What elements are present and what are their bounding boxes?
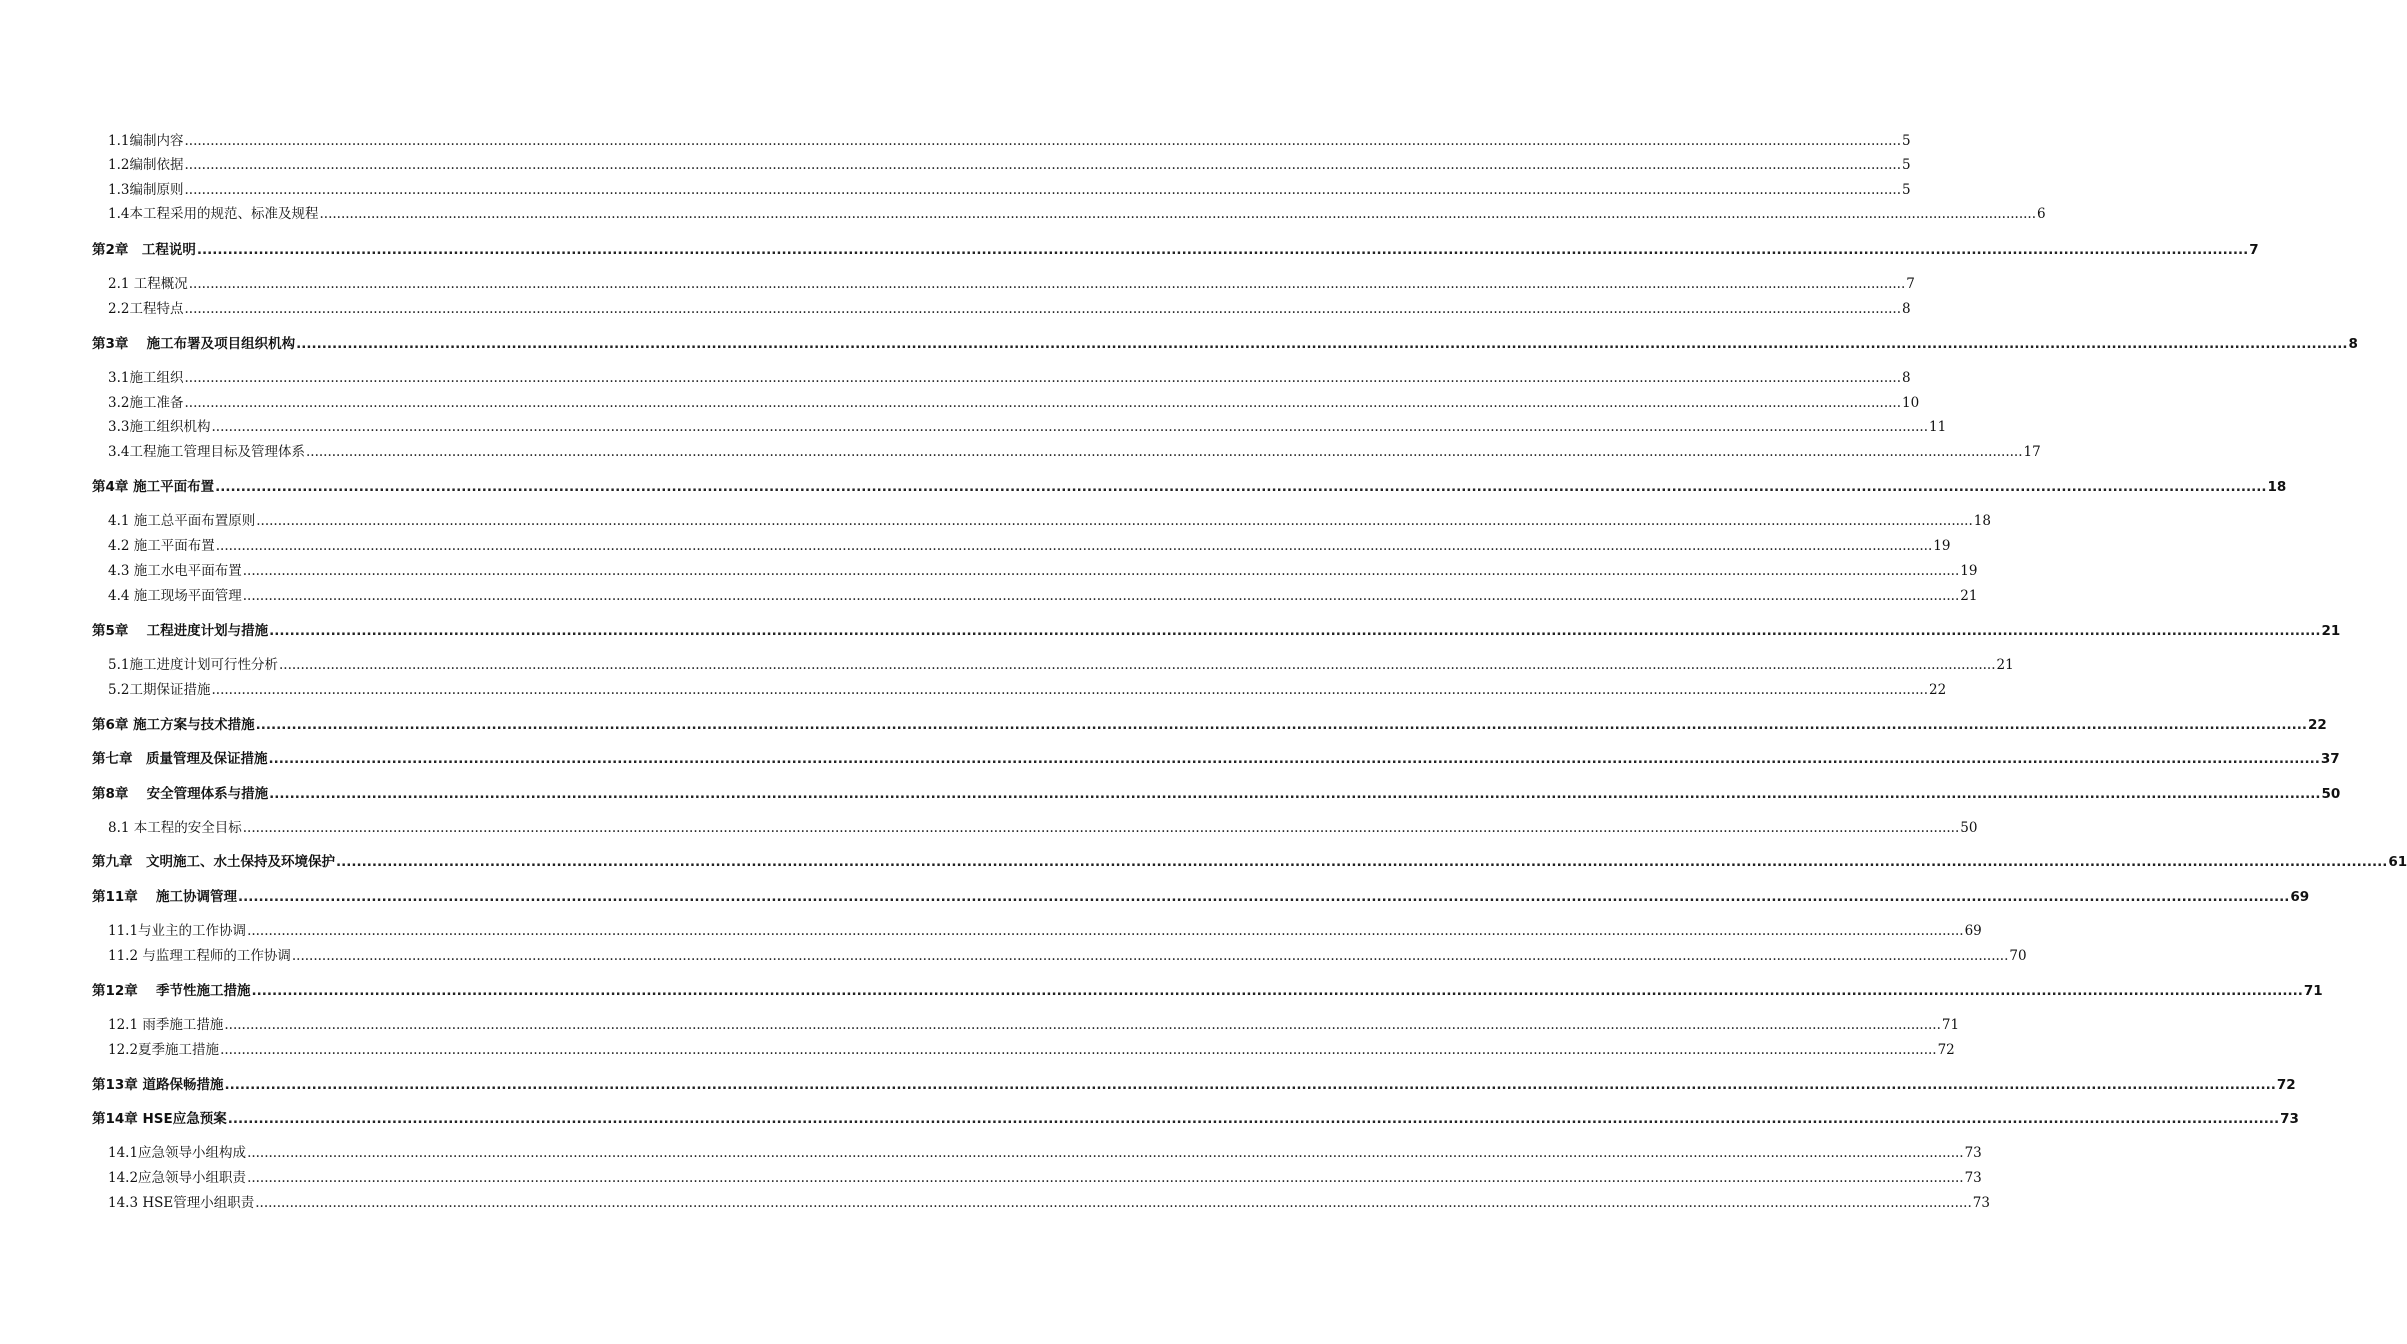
toc-entry-page: 8 bbox=[1902, 301, 1911, 317]
toc-leader-dots: ................................................................................................................................................................................................................................................................................................................................................................................................................ bbox=[211, 682, 1928, 698]
toc-leader-dots: ................................................................................................................................................................................................................................................................................................................................................................................................................ bbox=[336, 854, 2388, 870]
toc-leader-dots: ................................................................................................................................................................................................................................................................................................................................................................................................................ bbox=[247, 1145, 1964, 1161]
toc-entry[interactable] bbox=[108, 653, 2014, 673]
toc-chapter-entry[interactable] bbox=[92, 332, 2358, 352]
toc-leader-dots: ................................................................................................................................................................................................................................................................................................................................................................................................................ bbox=[242, 588, 1960, 604]
toc-leader-dots: ................................................................................................................................................................................................................................................................................................................................................................................................................ bbox=[251, 983, 2303, 999]
toc-entry-title: 1.2编制依据 bbox=[108, 157, 184, 173]
toc-entry-page: 19 bbox=[1960, 563, 1978, 579]
toc-entry-title: 第4章 施工平面布置 bbox=[92, 479, 215, 495]
toc-leader-dots: ................................................................................................................................................................................................................................................................................................................................................................................................................ bbox=[278, 657, 1996, 673]
toc-chapter-entry[interactable] bbox=[92, 713, 2327, 733]
toc-chapter-entry[interactable] bbox=[92, 782, 2341, 802]
toc-entry-title: 8.1 本工程的安全目标 bbox=[108, 820, 242, 836]
toc-leader-dots: ................................................................................................................................................................................................................................................................................................................................................................................................................ bbox=[242, 563, 1960, 579]
toc-entry[interactable] bbox=[108, 509, 1991, 529]
toc-entry[interactable] bbox=[108, 202, 2046, 222]
toc-leader-dots: ................................................................................................................................................................................................................................................................................................................................................................................................................ bbox=[184, 370, 1901, 386]
toc-leader-dots: ................................................................................................................................................................................................................................................................................................................................................................................................................ bbox=[268, 751, 2320, 767]
toc-entry[interactable] bbox=[108, 153, 1911, 173]
toc-chapter-entry[interactable] bbox=[92, 238, 2259, 258]
toc-entry-title: 第13章 道路保畅措施 bbox=[92, 1077, 224, 1093]
toc-entry-title: 12.1 雨季施工措施 bbox=[108, 1017, 224, 1033]
toc-entry-title: 1.1编制内容 bbox=[108, 133, 184, 149]
toc-entry-title: 第11章 施工协调管理 bbox=[92, 889, 237, 905]
toc-leader-dots: ................................................................................................................................................................................................................................................................................................................................................................................................................ bbox=[220, 1042, 1937, 1058]
toc-entry-title: 3.3施工组织机构 bbox=[108, 419, 211, 435]
toc-entry-page: 7 bbox=[1906, 276, 1915, 292]
toc-entry[interactable] bbox=[108, 178, 1911, 198]
toc-entry-page: 7 bbox=[2249, 242, 2259, 258]
toc-leader-dots: ................................................................................................................................................................................................................................................................................................................................................................................................................ bbox=[247, 1170, 1964, 1186]
toc-entry[interactable] bbox=[108, 678, 1947, 698]
toc-leader-dots: ................................................................................................................................................................................................................................................................................................................................................................................................................ bbox=[255, 717, 2307, 733]
toc-chapter-entry[interactable] bbox=[92, 979, 2323, 999]
toc-entry[interactable] bbox=[108, 391, 1920, 411]
toc-entry-page: 69 bbox=[1964, 923, 1982, 939]
toc-entry-title: 第6章 施工方案与技术措施 bbox=[92, 717, 255, 733]
toc-leader-dots: ................................................................................................................................................................................................................................................................................................................................................................................................................ bbox=[269, 623, 2321, 639]
toc-chapter-entry[interactable] bbox=[92, 885, 2310, 905]
toc-entry-page: 19 bbox=[1933, 538, 1951, 554]
toc-leader-dots: ................................................................................................................................................................................................................................................................................................................................................................................................................ bbox=[184, 395, 1901, 411]
toc-entry[interactable] bbox=[108, 1038, 1955, 1058]
toc-entry-title: 2.1 工程概况 bbox=[108, 276, 188, 292]
toc-entry[interactable] bbox=[108, 584, 1978, 604]
toc-leader-dots: ................................................................................................................................................................................................................................................................................................................................................................................................................ bbox=[242, 820, 1960, 836]
toc-entry-page: 21 bbox=[1996, 657, 2014, 673]
toc-entry[interactable] bbox=[108, 1191, 1990, 1211]
toc-entry-page: 5 bbox=[1902, 182, 1911, 198]
toc-entry-page: 61 bbox=[2388, 854, 2407, 870]
toc-entry-title: 5.1施工进度计划可行性分析 bbox=[108, 657, 278, 673]
toc-leader-dots: ................................................................................................................................................................................................................................................................................................................................................................................................................ bbox=[238, 889, 2290, 905]
toc-entry[interactable] bbox=[108, 1013, 1960, 1033]
toc-entry-page: 22 bbox=[1929, 682, 1947, 698]
toc-entry-title: 第5章 工程进度计划与措施 bbox=[92, 623, 269, 639]
toc-chapter-entry[interactable] bbox=[92, 619, 2341, 639]
toc-leader-dots: ................................................................................................................................................................................................................................................................................................................................................................................................................ bbox=[184, 301, 1901, 317]
toc-chapter-entry[interactable] bbox=[92, 747, 2340, 767]
toc-leader-dots: ................................................................................................................................................................................................................................................................................................................................................................................................................ bbox=[256, 513, 1973, 529]
toc-leader-dots: ................................................................................................................................................................................................................................................................................................................................................................................................................ bbox=[215, 538, 1933, 554]
toc-entry-title: 3.2施工准备 bbox=[108, 395, 184, 411]
toc-entry-title: 4.1 施工总平面布置原则 bbox=[108, 513, 256, 529]
toc-entry[interactable] bbox=[108, 366, 1911, 386]
toc-leader-dots: ................................................................................................................................................................................................................................................................................................................................................................................................................ bbox=[247, 923, 1964, 939]
toc-entry-page: 71 bbox=[2303, 983, 2323, 999]
toc-leader-dots: ................................................................................................................................................................................................................................................................................................................................................................................................................ bbox=[196, 242, 2249, 258]
toc-entry[interactable] bbox=[108, 816, 1978, 836]
toc-entry-title: 4.3 施工水电平面布置 bbox=[108, 563, 242, 579]
toc-entry-title: 1.3编制原则 bbox=[108, 182, 184, 198]
toc-entry-title: 第3章 施工布署及项目组织机构 bbox=[92, 336, 296, 352]
toc-entry-page: 73 bbox=[2280, 1111, 2299, 1127]
toc-leader-dots: ................................................................................................................................................................................................................................................................................................................................................................................................................ bbox=[255, 1195, 1972, 1211]
toc-entry-title: 12.2夏季施工措施 bbox=[108, 1042, 220, 1058]
toc-leader-dots: ................................................................................................................................................................................................................................................................................................................................................................................................................ bbox=[188, 276, 1906, 292]
toc-chapter-entry[interactable] bbox=[92, 1073, 2296, 1093]
toc-entry[interactable] bbox=[108, 440, 2041, 460]
toc-entry-title: 3.4工程施工管理目标及管理体系 bbox=[108, 444, 305, 460]
toc-entry-title: 2.2工程特点 bbox=[108, 301, 184, 317]
toc-entry-page: 73 bbox=[1964, 1170, 1982, 1186]
toc-entry-page: 18 bbox=[2267, 479, 2287, 495]
toc-leader-dots: ................................................................................................................................................................................................................................................................................................................................................................................................................ bbox=[319, 206, 2036, 222]
toc-entry[interactable] bbox=[108, 415, 1947, 435]
toc-entry-page: 8 bbox=[1902, 370, 1911, 386]
toc-entry-title: 11.2 与监理工程师的工作协调 bbox=[108, 948, 291, 964]
toc-entry-page: 50 bbox=[1960, 820, 1978, 836]
toc-entry-page: 37 bbox=[2320, 751, 2340, 767]
toc-entry-title: 4.4 施工现场平面管理 bbox=[108, 588, 242, 604]
toc-entry-page: 72 bbox=[2276, 1077, 2296, 1093]
toc-entry[interactable] bbox=[108, 559, 1978, 579]
toc-entry-title: 第12章 季节性施工措施 bbox=[92, 983, 251, 999]
toc-chapter-entry[interactable] bbox=[92, 475, 2287, 495]
toc-entry[interactable] bbox=[108, 129, 1911, 149]
toc-leader-dots: ................................................................................................................................................................................................................................................................................................................................................................................................................ bbox=[296, 336, 2348, 352]
toc-leader-dots: ................................................................................................................................................................................................................................................................................................................................................................................................................ bbox=[291, 948, 2009, 964]
toc-entry-page: 5 bbox=[1902, 133, 1911, 149]
toc-entry-page: 21 bbox=[2321, 623, 2341, 639]
toc-entry-title: 第2章 工程说明 bbox=[92, 242, 196, 258]
toc-entry-page: 73 bbox=[1972, 1195, 1990, 1211]
toc-entry-page: 21 bbox=[1960, 588, 1978, 604]
toc-entry-title: 第七章 质量管理及保证措施 bbox=[92, 751, 268, 767]
toc-entry-title: 第8章 安全管理体系与措施 bbox=[92, 786, 269, 802]
toc-entry-title: 第九章 文明施工、水土保持及环境保护 bbox=[92, 854, 335, 870]
toc-entry-page: 50 bbox=[2321, 786, 2341, 802]
toc-entry-page: 18 bbox=[1973, 513, 1991, 529]
toc-chapter-entry[interactable] bbox=[92, 850, 2407, 870]
toc-leader-dots: ................................................................................................................................................................................................................................................................................................................................................................................................................ bbox=[184, 182, 1901, 198]
toc-entry-title: 1.4本工程采用的规范、标准及规程 bbox=[108, 206, 319, 222]
toc-entry-page: 17 bbox=[2023, 444, 2041, 460]
toc-entry-page: 69 bbox=[2290, 889, 2310, 905]
toc-entry-page: 10 bbox=[1902, 395, 1920, 411]
toc-entry-page: 6 bbox=[2037, 206, 2046, 222]
toc-entry[interactable] bbox=[108, 944, 2027, 964]
toc-leader-dots: ................................................................................................................................................................................................................................................................................................................................................................................................................ bbox=[224, 1077, 2276, 1093]
toc-entry[interactable] bbox=[108, 1166, 1982, 1186]
toc-entry-title: 第14章 HSE应急预案 bbox=[92, 1111, 227, 1127]
toc-entry-title: 5.2工期保证措施 bbox=[108, 682, 211, 698]
toc-chapter-entry[interactable] bbox=[92, 1107, 2299, 1127]
toc-entry-page: 8 bbox=[2348, 336, 2358, 352]
toc-entry-title: 11.1与业主的工作协调 bbox=[108, 923, 247, 939]
toc-leader-dots: ................................................................................................................................................................................................................................................................................................................................................................................................................ bbox=[211, 419, 1928, 435]
toc-entry[interactable] bbox=[108, 1141, 1982, 1161]
toc-entry-title: 14.3 HSE管理小组职责 bbox=[108, 1195, 255, 1211]
toc-leader-dots: ................................................................................................................................................................................................................................................................................................................................................................................................................ bbox=[215, 479, 2267, 495]
toc-leader-dots: ................................................................................................................................................................................................................................................................................................................................................................................................................ bbox=[269, 786, 2321, 802]
toc-entry-title: 4.2 施工平面布置 bbox=[108, 538, 215, 554]
toc-entry-page: 11 bbox=[1929, 419, 1947, 435]
toc-entry[interactable] bbox=[108, 534, 1951, 554]
toc-entry[interactable] bbox=[108, 297, 1911, 317]
toc-entry-page: 72 bbox=[1937, 1042, 1955, 1058]
toc-entry[interactable] bbox=[108, 272, 1915, 292]
toc-entry-page: 22 bbox=[2307, 717, 2327, 733]
toc-entry-title: 14.1应急领导小组构成 bbox=[108, 1145, 247, 1161]
toc-entry[interactable] bbox=[108, 919, 1982, 939]
toc-leader-dots: ................................................................................................................................................................................................................................................................................................................................................................................................................ bbox=[184, 133, 1901, 149]
toc-leader-dots: ................................................................................................................................................................................................................................................................................................................................................................................................................ bbox=[224, 1017, 1941, 1033]
toc-leader-dots: ................................................................................................................................................................................................................................................................................................................................................................................................................ bbox=[227, 1111, 2280, 1127]
toc-entry-title: 14.2应急领导小组职责 bbox=[108, 1170, 247, 1186]
toc-entry-page: 5 bbox=[1902, 157, 1911, 173]
toc-entry-page: 70 bbox=[2009, 948, 2027, 964]
toc-leader-dots: ................................................................................................................................................................................................................................................................................................................................................................................................................ bbox=[305, 444, 2023, 460]
toc-entry-title: 3.1施工组织 bbox=[108, 370, 184, 386]
toc-leader-dots: ................................................................................................................................................................................................................................................................................................................................................................................................................ bbox=[184, 157, 1901, 173]
toc-entry-page: 73 bbox=[1964, 1145, 1982, 1161]
toc-entry-page: 71 bbox=[1941, 1017, 1960, 1033]
